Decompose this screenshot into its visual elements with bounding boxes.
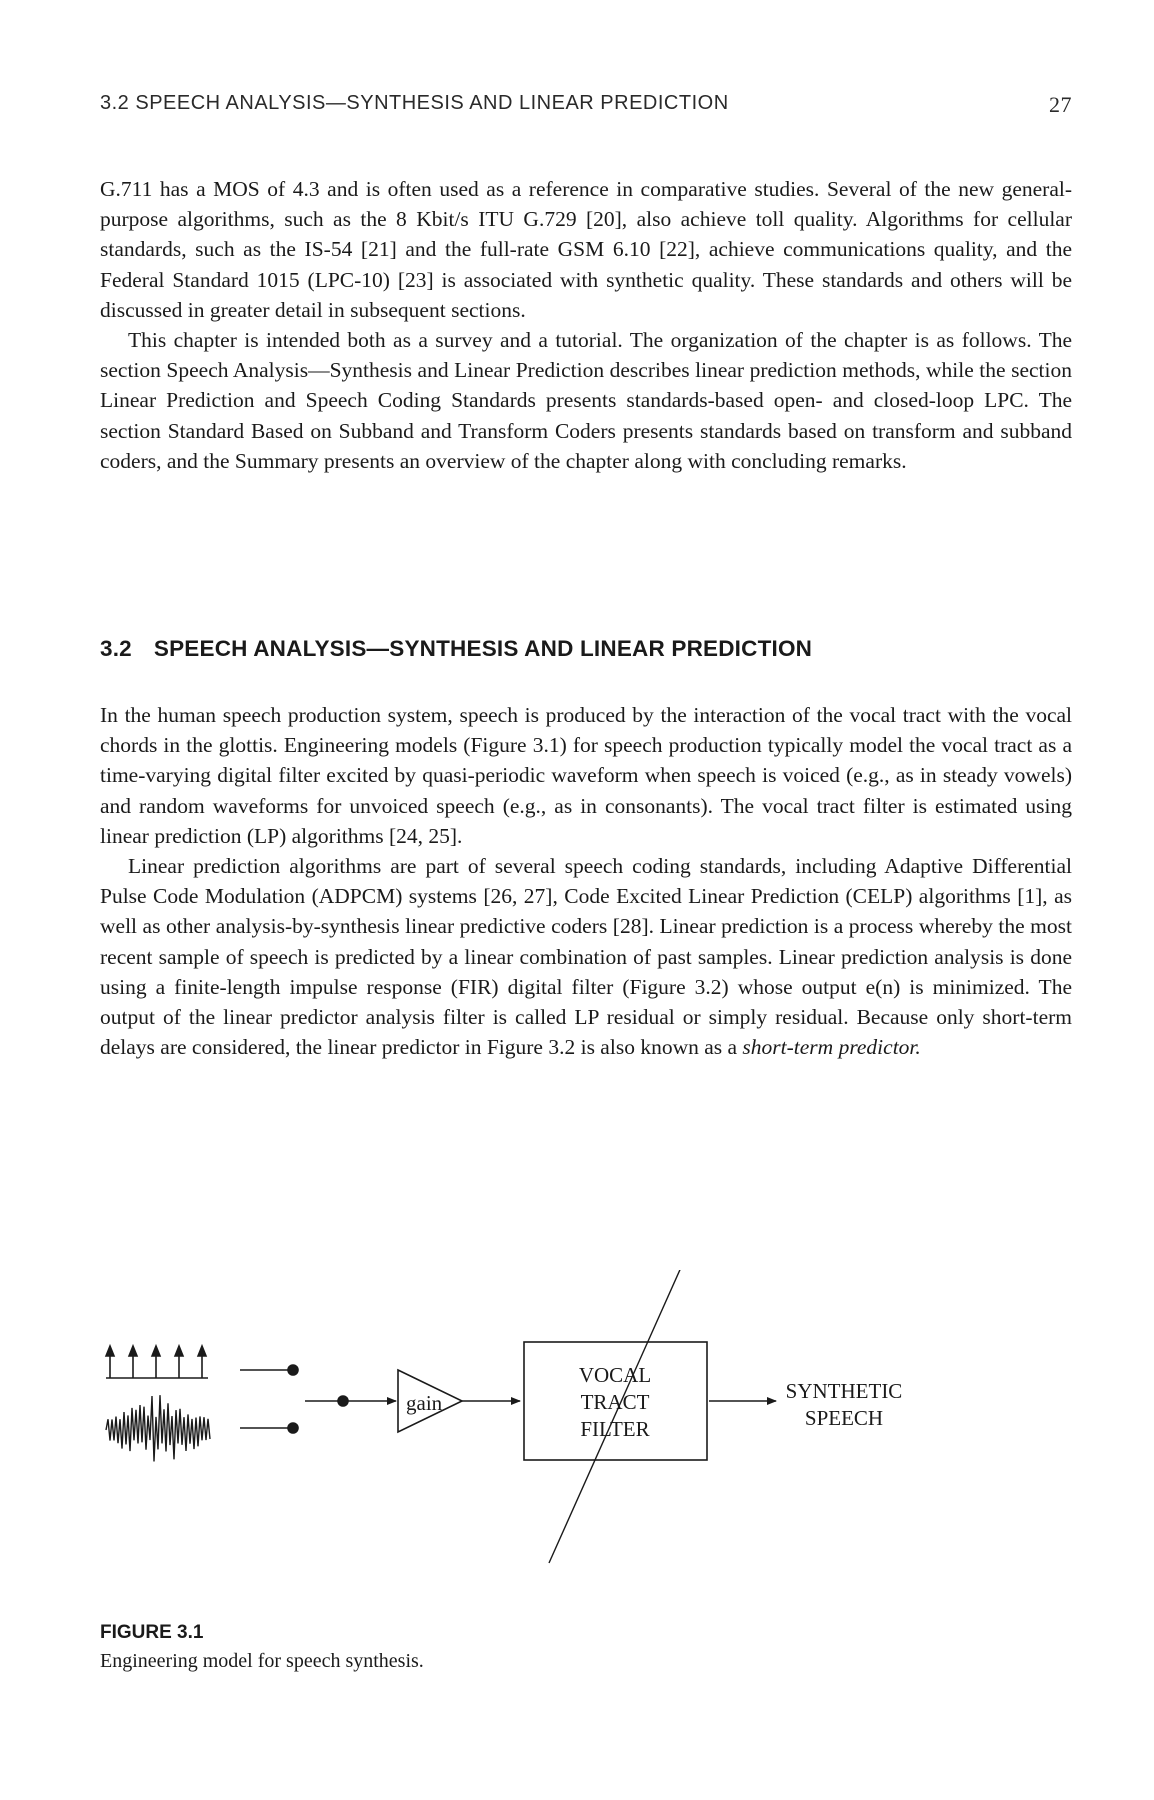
page-number: 27 — [1049, 92, 1072, 117]
section-text — [100, 700, 1072, 1062]
section-paragraph-2 — [100, 851, 1072, 1062]
output-label-line1: SYNTHETIC — [785, 1379, 903, 1403]
filter-label-line1: VOCAL — [578, 1363, 652, 1387]
section-paragraph-1: In the human speech production system, speech is produced by the interaction of the vocal tract with the vocal chords in the glottis. Engineering models (Figure 3.1) for speech production typically model the vocal tract as a time-varying digital filter excited by quasi-periodic waveform when speech is voiced (e.g., as in steady vowels) and random waveforms for unvoiced speech (e.g., as in consonants). The vocal tract filter is estimated using linear prediction (LP) algorithms [24, 25]. — [100, 703, 1072, 848]
speech-synthesis-diagram — [100, 1270, 1072, 1600]
figure-caption-text: Engineering model for speech synthesis. — [100, 1650, 424, 1672]
section-paragraph-2-main: Linear prediction algorithms are part of several speech coding standards, including Adaptive Differential Pulse Code Modulation (ADPCM) systems [26, 27], Code Excited Linear Prediction (CELP) algorithms [1], as well as other analysis-by-synthesis linear predictive coders [28]. Linear prediction is a process whereby the most recent sample of speech is predicted by a linear combination of past samples. Linear prediction analysis is done using a finite-length impulse response (FIR) digital filter (Figure 3.2) whose output e(n) is minimized. The output of the linear predictor analysis filter is called LP residual or simply residual. Because only short-term delays are considered, the linear predictor in Figure 3.2 is also known as a — [100, 854, 1072, 1060]
running-head — [100, 92, 1072, 122]
filter-label-line2: TRACT — [580, 1390, 650, 1414]
gain-label: gain — [406, 1391, 443, 1415]
figure-caption-label: FIGURE 3.1 — [100, 1622, 204, 1643]
voiced-unvoiced-switch — [240, 1365, 396, 1433]
section-number: 3.2 — [100, 636, 132, 661]
intro-paragraph-2: This chapter is intended both as a survey and a tutorial. The organization of the chapter is as follows. The section Speech Analysis—Synthesis and Linear Prediction describes linear prediction methods, while the section Linear Prediction and Speech Coding Standards presents standards-based open- and closed-loop LPC. The section Standard Based on Subband and Transform Coders presents standards based on transform and subband coders, and the Summary presents an overview of the chapter along with concluding remarks. — [100, 328, 1072, 473]
short-term-predictor-term: short-term predictor. — [742, 1035, 921, 1060]
impulse-train-icon — [106, 1346, 208, 1378]
figure-3-1 — [100, 1270, 1072, 1600]
output-label-line2: SPEECH — [804, 1406, 884, 1430]
section-title: SPEECH ANALYSIS—SYNTHESIS AND LINEAR PREDICTION — [153, 636, 813, 661]
section-heading — [100, 636, 812, 662]
running-title: 3.2 SPEECH ANALYSIS—SYNTHESIS AND LINEAR PREDICTION — [100, 92, 729, 114]
intro-paragraph-1: G.711 has a MOS of 4.3 and is often used as a reference in comparative studies. Several of the new general-purpose algorithms, such as the 8 Kbit/s ITU G.729 [20], also achieve toll quality. Algorithms for cellular standards, such as the IS-54 [21] and the full-rate GSM 6.10 [22], achieve communications quality, and the Federal Standard 1015 (LPC-10) [23] is associated with synthetic quality. These standards and others will be discussed in greater detail in subsequent sections. — [100, 177, 1072, 322]
synthetic-speech-output — [709, 1379, 902, 1430]
intro-text — [100, 174, 1072, 476]
gain-amplifier — [398, 1370, 520, 1432]
vocal-tract-filter-block — [524, 1270, 707, 1563]
filter-label-line3: FILTER — [580, 1417, 650, 1441]
noise-waveform-icon — [106, 1395, 210, 1461]
